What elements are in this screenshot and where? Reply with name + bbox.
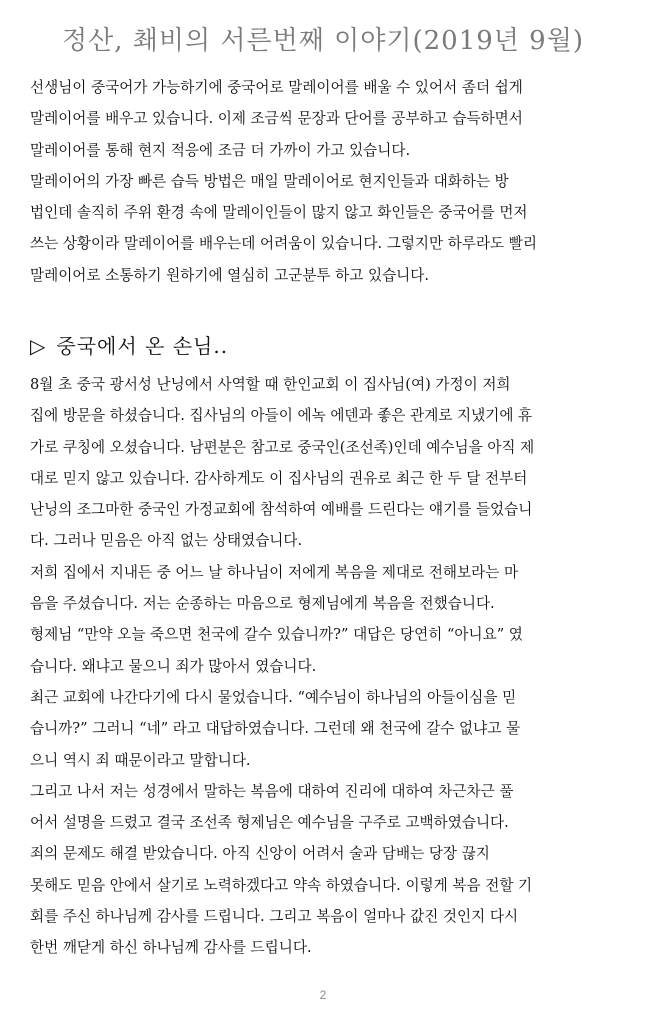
text-line: 형제님 “만약 오늘 죽으면 천국에 갈수 있습니까?” 대답은 당연히 “아니요” 였 [30, 626, 523, 644]
text-line: 한번 깨닫게 하신 하나님께 감사를 드립니다. [30, 939, 312, 957]
text-line: 말레이어를 통해 현지 적응에 조금 더 가까이 가고 있습니다. [30, 141, 411, 159]
text-line: 최근 교회에 나간다기에 다시 물었습니다. “예수님이 하나님의 아들이심을 믿 [30, 688, 517, 706]
page-title: 정산, 쵀비의 서른번째 이야기(2019년 9월) [62, 26, 584, 56]
text-line: 선생님이 중국어가 가능하기에 중국어로 말레이어를 배울 수 있어서 좀더 쉽게 [30, 79, 523, 96]
text-line: 회를 주신 하나님께 감사를 드립니다. 그리고 복음이 얼마나 값진 것인지 다시 [30, 908, 519, 926]
text-line: 못해도 믿음 안에서 살기로 노력하겠다고 약속 하였습니다. 이렇게 복음 전할 기 [30, 876, 533, 894]
text-line: 으니 역시 죄 때문이라고 말합니다. [30, 751, 251, 769]
text-line: 말레이어를 배우고 있습니다. 이제 조금씩 문장과 단어를 공부하고 습득하면서 [30, 110, 523, 128]
text-line: 죄의 문제도 해결 받았습니다. 아직 신앙이 어려서 술과 담배는 당장 끊지 [30, 845, 490, 863]
section-heading [30, 330, 228, 359]
text-line: 습니다. 왜냐고 물으니 죄가 많아서 였습니다. [30, 657, 317, 675]
text-line: 집에 방문을 하셨습니다. 집사님의 아들이 에녹 에덴과 좋은 관계로 지냈기에 휴 [30, 407, 533, 425]
text-line: 저희 집에서 지내든 중 어느 날 하나님이 저에게 복음을 제대로 전해보라는 마 [30, 563, 519, 581]
text-line: 습니까?” 그러니 “네” 라고 대답하였습니다. 그런데 왜 천국에 갈수 없냐고 물 [30, 720, 521, 738]
text-line: 대로 믿지 않고 있습니다. 감사하게도 이 집사님의 권유로 최근 한 두 달 전부터 [30, 469, 528, 487]
text-line: 음을 주셨습니다. 저는 순종하는 마음으로 형제님에게 복음을 전했습니다. [30, 595, 495, 613]
text-line: 그리고 나서 저는 성경에서 말하는 복음에 대하여 진리에 대하여 차근차근 풀 [30, 782, 514, 800]
text-line: 말레이어의 가장 빠른 습득 방법은 매일 말레이어로 현지인들과 대화하는 방 [30, 172, 509, 190]
page-number: 2 [319, 988, 327, 1002]
section-heading-text: 중국에서 온 손님.. [56, 334, 229, 358]
text-line: 난닝의 조그마한 중국인 가정교회에 참석하여 예배를 드린다는 얘기를 들었습니 [30, 501, 533, 519]
text-line: 쓰는 상황이라 말레이어를 배우는데 어려움이 있습니다. 그렇지만 하루라도 빨리 [30, 235, 537, 253]
text-line: 가로 쿠칭에 오셨습니다. 남편분은 참고로 중국인(조선족)인데 예수님을 아직 제 [30, 438, 535, 456]
text-line: 말레이어로 소통하기 원하기에 열심히 고군분투 하고 있습니다. [30, 266, 430, 284]
text-line: 다. 그러나 믿음은 아직 없는 상태였습니다. [30, 532, 303, 550]
text-line: 어서 설명을 드렸고 결국 조선족 형제님은 예수님을 구주로 고백하였습니다. [30, 814, 509, 832]
section-paragraphs [30, 369, 622, 964]
intro-paragraphs [30, 72, 622, 291]
text-line: 8월 초 중국 광서성 난닝에서 사역할 때 한인교회 이 집사님(여) 가정이 저희 [30, 376, 511, 393]
triangle-marker-icon: ▷ [30, 334, 47, 358]
text-line: 법인데 솔직히 주위 환경 속에 말레이인들이 많지 않고 화인들은 중국어를 먼저 [30, 204, 528, 222]
